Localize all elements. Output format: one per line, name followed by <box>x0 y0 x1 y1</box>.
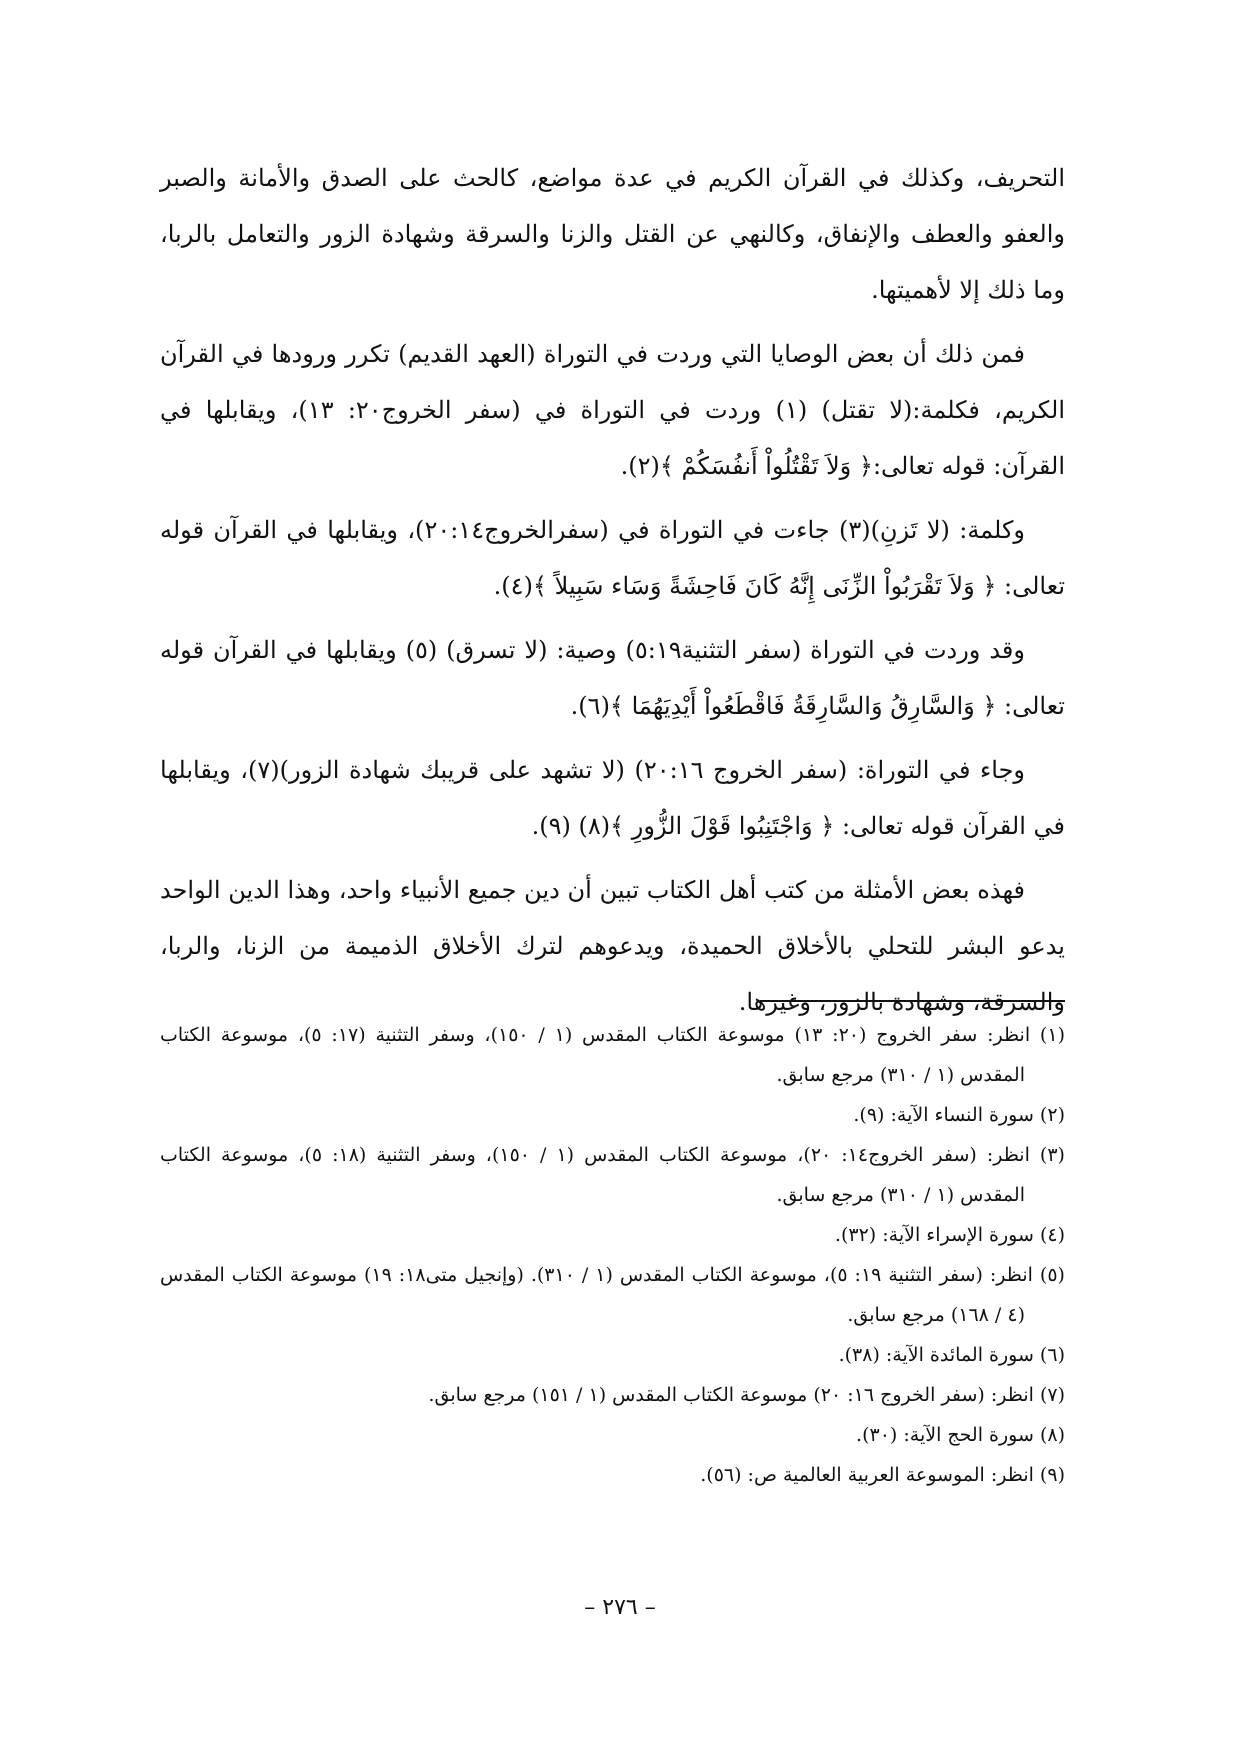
paragraph-4: وقد وردت في التوراة (سفر التثنية٥:١٩) وصية: (لا تسرق) (٥) ويقابلها في القرآن قوله تعالى: ﴿ وَالسَّارِقُ وَالسَّارِقَةُ فَاقْطَعُواْ أَيْدِيَهُمَا ﴾(٦). <box>160 636 1065 720</box>
footnote-4: (٤) سورة الإسراء الآية: (٣٢). <box>834 1224 1065 1246</box>
footnote-2: (٢) سورة النساء الآية: (٩). <box>853 1104 1065 1126</box>
footnote-6: (٦) سورة المائدة الآية: (٣٨). <box>838 1344 1065 1366</box>
page-number: – ٢٧٦ – <box>584 1595 656 1620</box>
footnote-7: (٧) انظر: (سفر الخروج ١٦: ٢٠) موسوعة الكتاب المقدس (١ / ١٥١) مرجع سابق. <box>428 1384 1065 1406</box>
paragraph-5: وجاء في التوراة: (سفر الخروج ٢٠:١٦) (لا تشهد على قريبك شهادة الزور)(٧)، ويقابلها في القرآن قوله تعالى: ﴿ وَاجْتَنِبُوا قَوْلَ الزُّورِ ﴾(٨) (٩). <box>160 756 1065 840</box>
paragraph-6: فهذه بعض الأمثلة من كتب أهل الكتاب تبين أن دين جميع الأنبياء واحد، وهذا الدين الواحد يدعو البشر للتحلي بالأخلاق الحميدة، ويدعوهم لترك الأخلاق الذميمة من الزنا، والربا، والسرقة، وشهادة بالزور، وغيرها. <box>160 876 1065 1016</box>
footnote-3: (٣) انظر: (سفر الخروج١٤: ٢٠)، موسوعة الكتاب المقدس (١ / ١٥٠)، وسفر التثنية (١٨: ٥)، موسوعة الكتاب المقدس (١ / ٣١٠) مرجع سابق. <box>160 1144 1065 1206</box>
footnote-separator <box>760 1000 1065 1002</box>
footnote-9: (٩) انظر: الموسوعة العربية العالمية ص: (٥٦). <box>700 1464 1065 1486</box>
footnote-8: (٨) سورة الحج الآية: (٣٠). <box>856 1424 1065 1446</box>
paragraph-1: التحريف، وكذلك في القرآن الكريم في عدة مواضع، كالحث على الصدق والأمانة والصبر والعفو والعطف والإنفاق، وكالنهي عن القتل والزنا والسرقة وشهادة الزور والتعامل بالربا، وما ذلك إلا لأهميتها. <box>160 164 1065 304</box>
body-text <box>160 150 1065 1038</box>
paragraph-3: وكلمة: (لا تَزنِ)(٣) جاءت في التوراة في (سفرالخروج٢٠:١٤)، ويقابلها في القرآن قوله تعالى: ﴿ وَلاَ تَقْرَبُواْ الزِّنَى إِنَّهُ كَانَ فَاحِشَةً وَسَاء سَبِيلاً ﴾(٤). <box>160 516 1065 600</box>
paragraph-2: فمن ذلك أن بعض الوصايا التي وردت في التوراة (العهد القديم) تكرر ورودها في القرآن الكريم، فكلمة:(لا تقتل) (١) وردت في التوراة في (سفر الخروج٢٠: ١٣)، ويقابلها في القرآن: قوله تعالى:﴿ وَلاَ تَقْتُلُواْ أَنفُسَكُمْ ﴾(٢). <box>160 340 1065 480</box>
footnote-1: (١) انظر: سفر الخروج (٢٠: ١٣) موسوعة الكتاب المقدس (١ / ١٥٠)، وسفر التثنية (١٧: ٥)، موسوعة الكتاب المقدس (١ / ٣١٠) مرجع سابق. <box>160 1024 1065 1086</box>
footnotes <box>160 1015 1065 1495</box>
footnote-5: (٥) انظر: (سفر التثنية ١٩: ٥)، موسوعة الكتاب المقدس (١ / ٣١٠). (وإنجيل متى١٨: ١٩) موسوعة الكتاب المقدس (٤ / ١٦٨) مرجع سابق. <box>160 1264 1065 1326</box>
